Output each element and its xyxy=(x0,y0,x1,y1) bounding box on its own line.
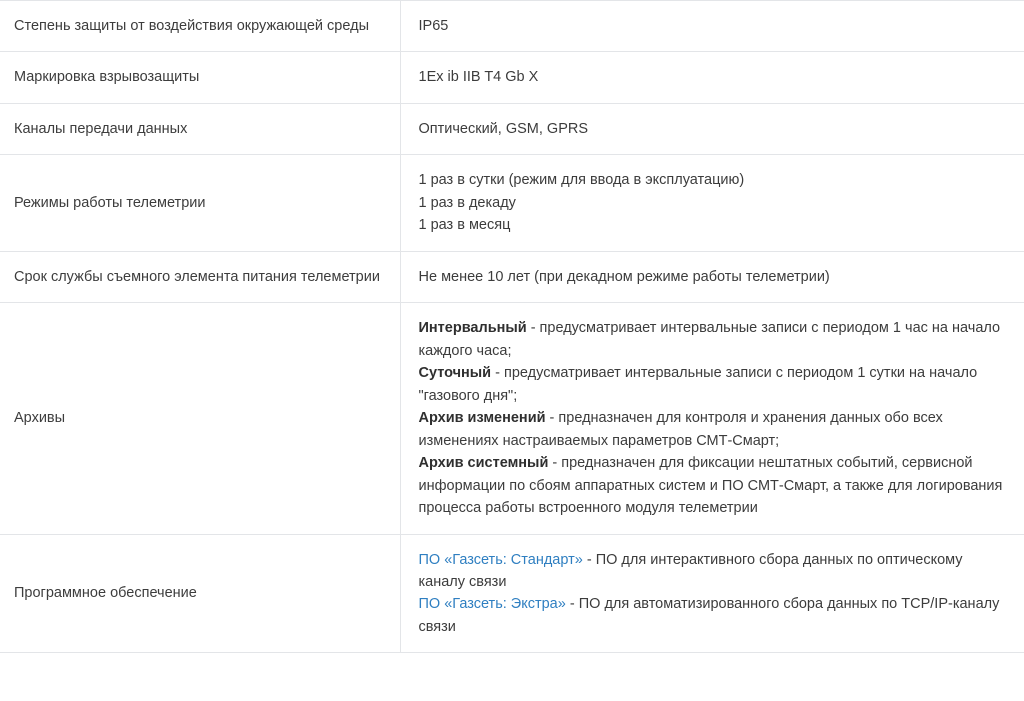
row-value xyxy=(400,1,1024,52)
archive-text: - предназначен для контроля и хранения данных обо всех изменениях настраиваемых параметров СМТ-Смарт; xyxy=(418,410,943,449)
row-label: Каналы передачи данных xyxy=(0,103,400,154)
row-label: Архивы xyxy=(0,303,400,534)
archive-entry xyxy=(419,452,1009,519)
row-label: Программное обеспечение xyxy=(0,534,400,653)
row-value xyxy=(400,251,1024,302)
archive-entry xyxy=(419,362,1009,407)
archive-term: Архив системный xyxy=(418,455,549,472)
archive-entry xyxy=(419,407,1009,452)
value-line: Не менее 10 лет (при декадном режиме работы телеметрии) xyxy=(418,268,830,285)
software-text: - ПО для автоматизированного сбора данных по TCP/IP-каналу связи xyxy=(418,596,1000,635)
row-value xyxy=(400,52,1024,103)
archive-term: Суточный xyxy=(418,365,492,382)
value-line: 1Ex ib IIB T4 Gb X xyxy=(418,69,539,86)
row-value-software xyxy=(400,534,1024,653)
table-row xyxy=(0,103,1024,154)
software-text: - ПО для интерактивного сбора данных по оптическому каналу связи xyxy=(418,551,963,590)
archive-term: Интервальный xyxy=(418,320,527,337)
value-line: 1 раз в сутки (режим для ввода в эксплуатацию) xyxy=(418,172,745,189)
value-line: IP65 xyxy=(418,18,449,34)
table-row xyxy=(0,534,1024,653)
archive-text: - предназначен для фиксации нештатных событий, сервисной информации по сбоям аппаратных систем и ПО СМТ-Смарт, а также для логирования процесса работы встроенного модуля телеметрии xyxy=(418,455,1003,517)
row-value-archives xyxy=(400,303,1024,534)
row-label: Режимы работы телеметрии xyxy=(0,155,400,251)
software-entry xyxy=(419,593,1009,638)
table-row xyxy=(0,52,1024,103)
value-line: Оптический, GSM, GPRS xyxy=(418,120,589,137)
archive-term: Архив изменений xyxy=(418,410,546,427)
row-value xyxy=(400,155,1024,251)
row-label: Срок службы съемного элемента питания телеметрии xyxy=(0,251,400,302)
software-link-standard[interactable]: ПО «Газсеть: Стандарт» xyxy=(418,551,583,568)
archive-text: - предусматривает интервальные записи с периодом 1 сутки на начало "газового дня"; xyxy=(418,365,978,404)
row-label: Маркировка взрывозащиты xyxy=(0,52,400,103)
archive-text: - предусматривает интервальные записи с периодом 1 час на начало каждого часа; xyxy=(418,320,1001,359)
row-value xyxy=(400,103,1024,154)
table-row xyxy=(0,155,1024,251)
software-link-extra[interactable]: ПО «Газсеть: Экстра» xyxy=(418,596,566,613)
table-row xyxy=(0,251,1024,302)
table-row xyxy=(0,1,1024,52)
row-label: Степень защиты от воздействия окружающей среды xyxy=(0,1,400,52)
value-line: 1 раз в декаду xyxy=(418,194,516,211)
table-row xyxy=(0,303,1024,534)
archive-entry xyxy=(419,317,1009,362)
software-entry xyxy=(419,549,1009,594)
value-line: 1 раз в месяц xyxy=(418,217,511,234)
